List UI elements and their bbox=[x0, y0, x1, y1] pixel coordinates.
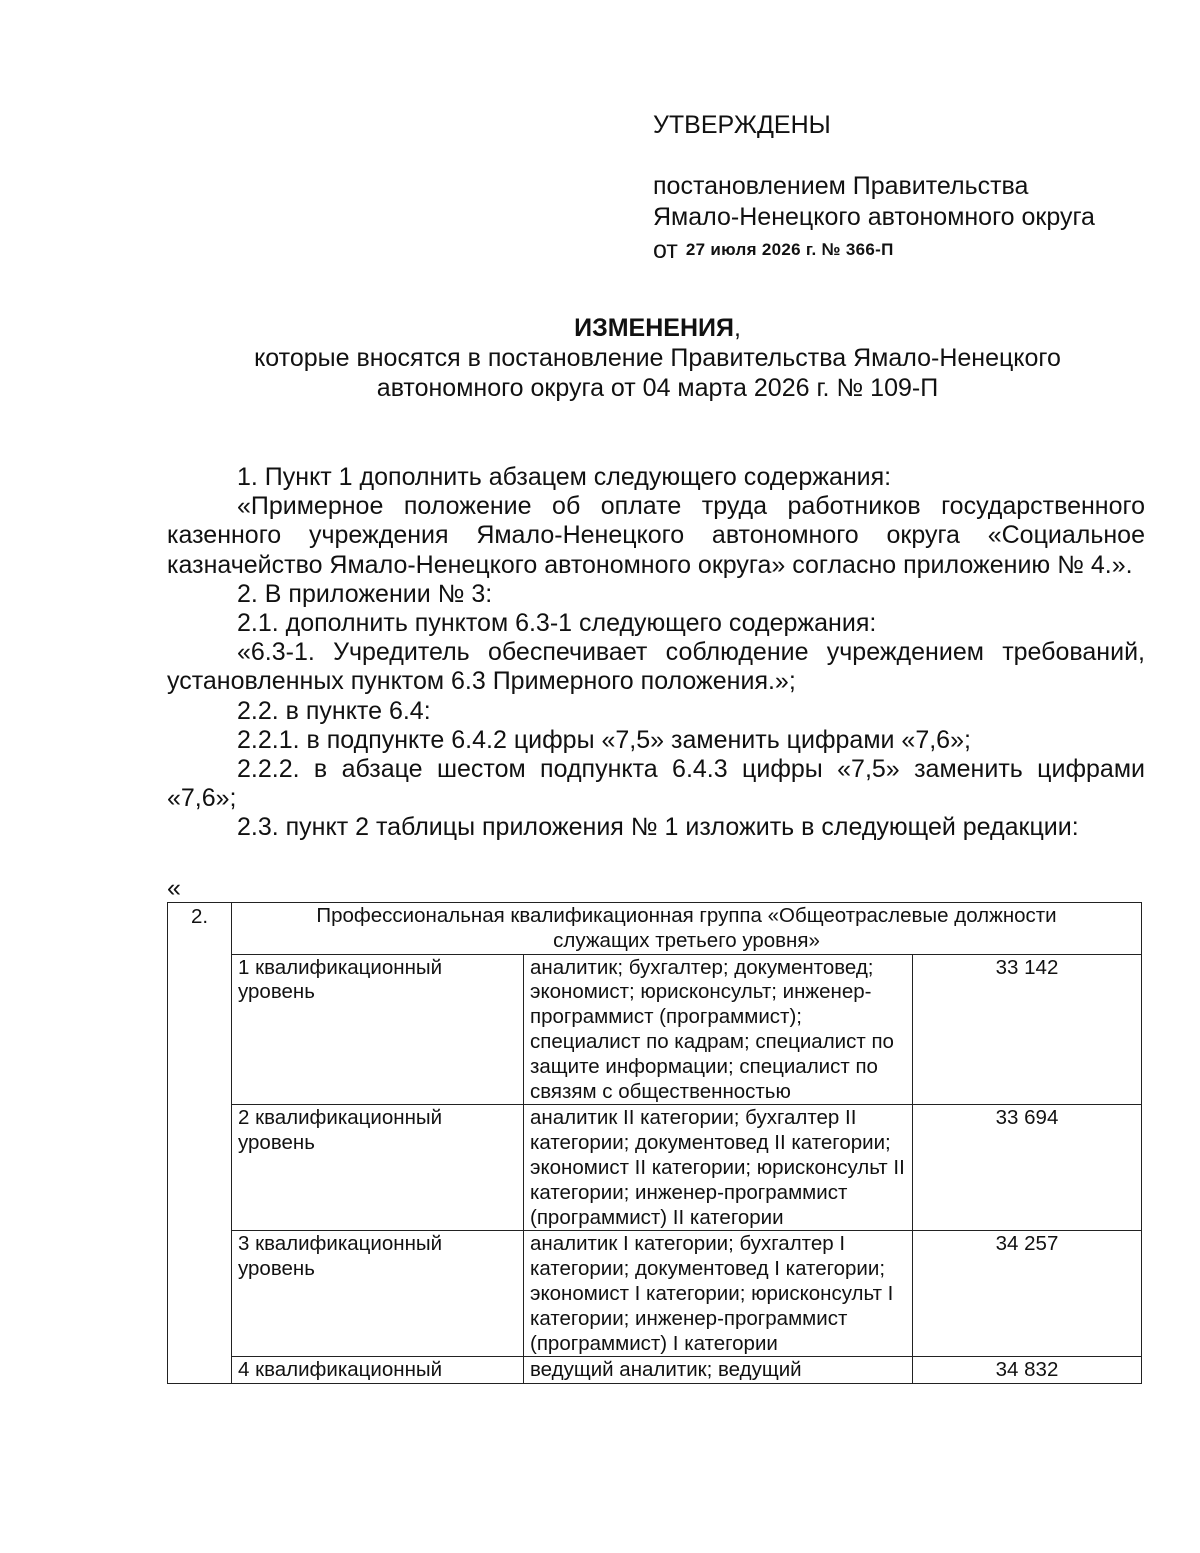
approval-date-prefix: от bbox=[653, 236, 678, 264]
approval-stamp bbox=[653, 110, 1153, 268]
table-item-number: 2. bbox=[168, 903, 232, 1384]
paragraph-8: 2.2.2. в абзаце шестом подпункта 6.4.3 цифры «7,5» заменить цифрами «7,6»; bbox=[167, 755, 1145, 813]
approval-title: УТВЕРЖДЕНЫ bbox=[653, 111, 831, 139]
table-group-title bbox=[232, 903, 1142, 955]
table-row bbox=[168, 1231, 1142, 1357]
heading-comma: , bbox=[733, 314, 741, 342]
paragraph-3: 2. В приложении № 3: bbox=[237, 579, 493, 608]
paragraph-5: «6.3-1. Учредитель обеспечивает соблюдение учреждением требований, установленных пунктом 6.3 Примерного положения.»; bbox=[167, 638, 1145, 696]
table-cell-value: 33 694 bbox=[913, 1105, 1142, 1231]
table-row bbox=[168, 1105, 1142, 1231]
table-group-row bbox=[168, 903, 1142, 955]
approval-date-value: 27 июля 2026 г. № 366-П bbox=[685, 240, 894, 259]
table-cell-positions: ведущий аналитик; ведущий bbox=[524, 1357, 913, 1384]
table-cell-positions: аналитик; бухгалтер; документовед; экономист; юрисконсульт; инженер-программист (программист); специалист по кадрам; специалист по защите информации; специалист по связям с общественностью bbox=[524, 954, 913, 1105]
paragraph-9: 2.3. пункт 2 таблицы приложения № 1 изложить в следующей редакции: bbox=[237, 813, 1079, 842]
table-row bbox=[168, 954, 1142, 1105]
document-body bbox=[167, 463, 1145, 843]
table-cell-level: 1 квалификационный уровень bbox=[232, 954, 524, 1105]
heading-title-line bbox=[170, 313, 1145, 343]
group-title-line-1: Профессиональная квалификационная группа «Общеотраслевые должности bbox=[316, 904, 1057, 927]
group-title-line-2: служащих третьего уровня» bbox=[553, 928, 820, 952]
approval-line-2: Ямало-Ненецкого автономного округа bbox=[653, 203, 1095, 231]
table-cell-value: 33 142 bbox=[913, 954, 1142, 1105]
heading-title: ИЗМЕНЕНИЯ bbox=[574, 314, 734, 342]
paragraph-2: «Примерное положение об оплате труда работников государственного казенного учреждения Ямало-Ненецкого автономного округа «Социальное казначейство Ямало-Ненецкого автономного округа» согласно приложению № 4.». bbox=[167, 492, 1145, 579]
table-cell-level: 4 квалификационный bbox=[232, 1357, 524, 1384]
table-row bbox=[168, 1357, 1142, 1384]
heading-subtitle-line-1: которые вносятся в постановление Правительства Ямало-Ненецкого bbox=[254, 344, 1061, 372]
table-cell-level: 3 квалификационный уровень bbox=[232, 1231, 524, 1357]
paragraph-1: 1. Пункт 1 дополнить абзацем следующего содержания: bbox=[237, 463, 892, 491]
paragraph-4: 2.1. дополнить пунктом 6.3-1 следующего содержания: bbox=[237, 609, 877, 638]
document-heading bbox=[170, 313, 1145, 403]
table-cell-level: 2 квалификационный уровень bbox=[232, 1105, 524, 1231]
table-cell-positions: аналитик I категории; бухгалтер I категории; документовед I категории; экономист I категории; юрисконсульт I категории; инженер-программист (программист) I категории bbox=[524, 1231, 913, 1357]
table-cell-positions: аналитик II категории; бухгалтер II категории; документовед II категории; экономист II категории; юрисконсульт II категории; инженер-программист (программист) II категории bbox=[524, 1105, 913, 1231]
approval-date-line bbox=[653, 235, 1153, 268]
table-cell-value: 34 832 bbox=[913, 1357, 1142, 1384]
table-opening-quote: « bbox=[167, 874, 181, 902]
approval-line-1: постановлением Правительства bbox=[653, 172, 1029, 200]
paragraph-6: 2.2. в пункте 6.4: bbox=[237, 696, 431, 725]
qualification-table bbox=[167, 902, 1142, 1384]
heading-subtitle-line-2: автономного округа от 04 марта 2026 г. № 109-П bbox=[376, 374, 939, 402]
paragraph-7: 2.2.1. в подпункте 6.4.2 цифры «7,5» заменить цифрами «7,6»; bbox=[237, 725, 971, 754]
table-cell-value: 34 257 bbox=[913, 1231, 1142, 1357]
